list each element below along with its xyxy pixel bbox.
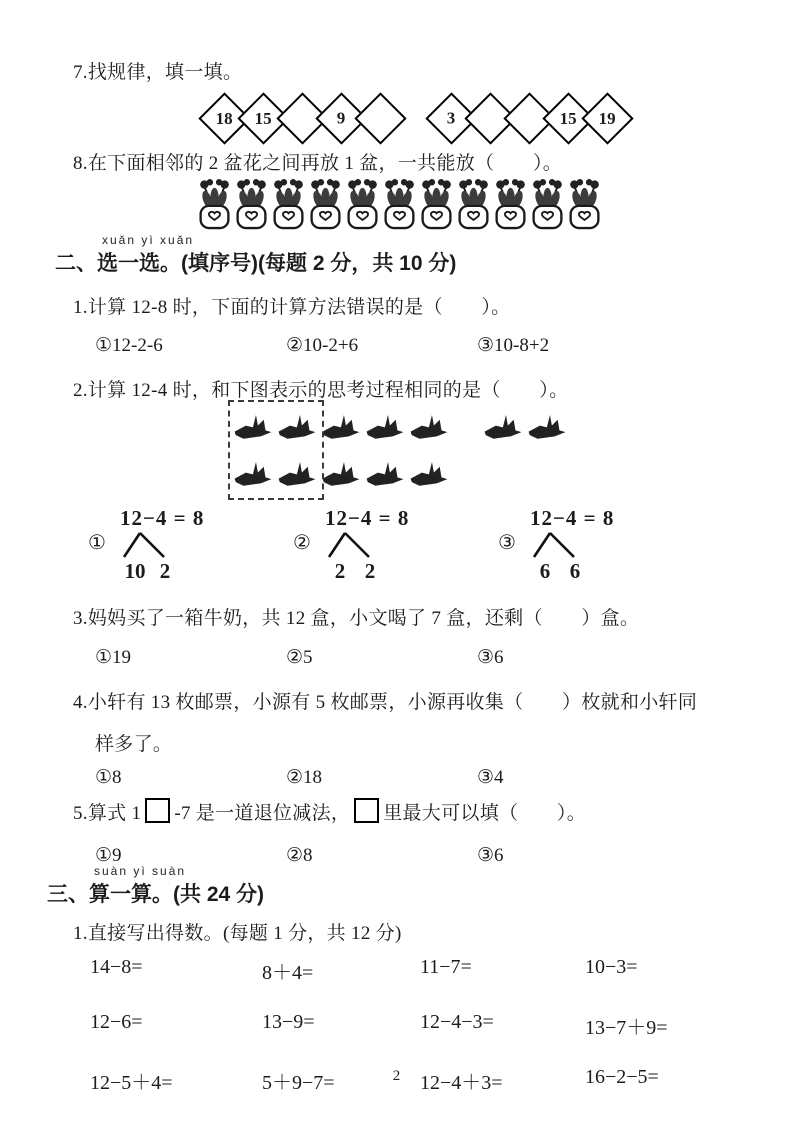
bond-left-number: 6	[539, 559, 551, 583]
section-three-pinyin: suàn yì suàn	[94, 864, 187, 878]
flower-pot-icon	[344, 177, 381, 231]
number-bond	[530, 506, 614, 584]
paper-crane-icon	[484, 408, 522, 448]
bond-equation: 12−4 = 8	[119, 506, 205, 530]
s2-question-4-options	[95, 766, 668, 789]
option-2: ②8	[286, 845, 313, 866]
pattern-diamond-row	[206, 90, 626, 146]
section-three-heading	[47, 864, 265, 908]
bond-branch-lines	[325, 531, 409, 559]
diamond-value: 15	[255, 108, 272, 127]
arithmetic-problem: 14−8=	[90, 956, 143, 978]
number-bond-row	[88, 506, 703, 584]
diamond-value: 15	[560, 108, 577, 127]
question-8-text: 8.在下面相邻的 2 盆花之间再放 1 盆，一共能放（ ）。	[73, 153, 563, 174]
arithmetic-problem: 13−9=	[262, 1011, 315, 1033]
option-3: ③6	[477, 647, 504, 668]
q5-mid: -7 是一道退位减法，	[174, 803, 351, 824]
q5-pre: 5.算式 1	[73, 803, 142, 824]
flower-pot-icon	[270, 177, 307, 231]
bond-left-number: 2	[334, 559, 346, 583]
bond-equation: 12−4 = 8	[529, 506, 615, 530]
number-bond	[325, 506, 409, 584]
bond-numbers	[530, 559, 614, 584]
flower-pot-icon	[381, 177, 418, 231]
bond-right-number: 2	[364, 559, 376, 583]
flower-pot-icon	[529, 177, 566, 231]
diamond-group-2	[433, 100, 626, 137]
crane-figure	[234, 404, 594, 495]
q5-post: 里最大可以填（ ）。	[383, 803, 587, 824]
paper-crane-icon	[410, 455, 448, 495]
s2-question-4-line1: 4.小轩有 13 枚邮票，小源有 5 枚邮票，小源再收集（ ）枚就和小轩同	[73, 692, 698, 713]
option-2: ②5	[286, 647, 313, 668]
section-three-meta: (共 24 分)	[173, 883, 265, 906]
option-1: ①12-2-6	[95, 335, 163, 356]
section-two-pinyin: xuǎn yì xuǎn	[102, 233, 195, 247]
bond-numbers	[325, 559, 409, 584]
dashed-group-box	[228, 400, 324, 500]
arithmetic-problem: 12−5＋4=	[90, 1072, 173, 1094]
arithmetic-problem: 12−4＋3=	[420, 1072, 503, 1094]
bond-branch-lines	[120, 531, 204, 559]
s3-question-1-text: 1.直接写出得数。(每题 1 分，共 12 分)	[73, 923, 402, 944]
option-3: ③4	[477, 767, 504, 788]
bond-marker: ①	[88, 532, 106, 554]
arithmetic-problem: 12−6=	[90, 1011, 143, 1033]
diamond-value: 9	[337, 108, 346, 127]
diamond-value: 18	[216, 108, 233, 127]
arithmetic-problem: 16−2−5=	[585, 1066, 659, 1088]
flower-pot-icon	[307, 177, 344, 231]
option-2: ②10-2+6	[286, 335, 359, 356]
arithmetic-problem: 10−3=	[585, 956, 638, 978]
option-3: ③10-8+2	[477, 335, 550, 356]
section-three-title: 三、算一算。	[47, 883, 173, 906]
number-bond	[120, 506, 204, 584]
section-two-heading	[55, 233, 457, 277]
flower-pot-icon	[418, 177, 455, 231]
flower-pot-icon	[233, 177, 270, 231]
s2-question-4-line2: 样多了。	[95, 734, 173, 755]
s2-question-3-text: 3.妈妈买了一箱牛奶，共 12 盒，小文喝了 7 盒，还剩（ ）盒。	[73, 608, 640, 629]
blank-box	[354, 798, 379, 823]
s2-question-1-options	[95, 334, 668, 357]
option-3: ③6	[477, 845, 504, 866]
bond-marker: ②	[293, 532, 311, 554]
s2-question-1-text: 1.计算 12-8 时，下面的计算方法错误的是（ ）。	[73, 297, 511, 318]
diamond-value: 3	[447, 108, 456, 127]
diamond-group-1	[206, 100, 399, 137]
paper-crane-icon	[366, 455, 404, 495]
s2-question-2-text: 2.计算 12-4 时，和下图表示的思考过程相同的是（ ）。	[73, 380, 569, 401]
option-1: ①19	[95, 647, 132, 668]
paper-crane-icon	[322, 408, 360, 448]
option-2: ②18	[286, 767, 323, 788]
diamond-cell-blank	[354, 92, 406, 144]
option-1: ①8	[95, 767, 122, 788]
bond-left-number: 10	[124, 559, 146, 583]
bond-numbers	[120, 559, 204, 584]
option-1: ①9	[95, 845, 122, 866]
s2-question-5-text	[73, 798, 586, 825]
flower-pot-icon	[566, 177, 603, 231]
arithmetic-problem: 5＋9−7=	[262, 1072, 335, 1094]
paper-crane-icon	[366, 408, 404, 448]
flower-pot-icon	[455, 177, 492, 231]
flower-pot-row	[196, 177, 603, 231]
page-number: 2	[392, 1068, 401, 1084]
blank-box	[145, 798, 170, 823]
flower-pot-icon	[196, 177, 233, 231]
bond-right-number: 6	[569, 559, 581, 583]
arithmetic-problem: 8＋4=	[262, 962, 314, 984]
arithmetic-problem: 12−4−3=	[420, 1011, 494, 1033]
arithmetic-problem: 11−7=	[420, 956, 472, 978]
number-bond-option-1	[88, 506, 293, 584]
arithmetic-problem: 13−7＋9=	[585, 1017, 668, 1039]
paper-crane-icon	[322, 455, 360, 495]
flower-pot-icon	[492, 177, 529, 231]
number-bond-option-2	[293, 506, 498, 584]
paper-crane-icon	[410, 408, 448, 448]
section-two-meta: (填序号)(每题 2 分，共 10 分)	[181, 252, 457, 275]
s2-question-3-options	[95, 646, 668, 669]
bond-right-number: 2	[159, 559, 171, 583]
section-two-title: 二、选一选。	[55, 252, 181, 275]
paper-crane-icon	[528, 408, 566, 448]
bond-branch-lines	[530, 531, 614, 559]
question-7-text: 7.找规律，填一填。	[73, 62, 243, 83]
bond-marker: ③	[498, 532, 516, 554]
diamond-value: 19	[599, 108, 616, 127]
diamond-cell	[581, 92, 633, 144]
number-bond-option-3	[498, 506, 703, 584]
bond-equation: 12−4 = 8	[324, 506, 410, 530]
